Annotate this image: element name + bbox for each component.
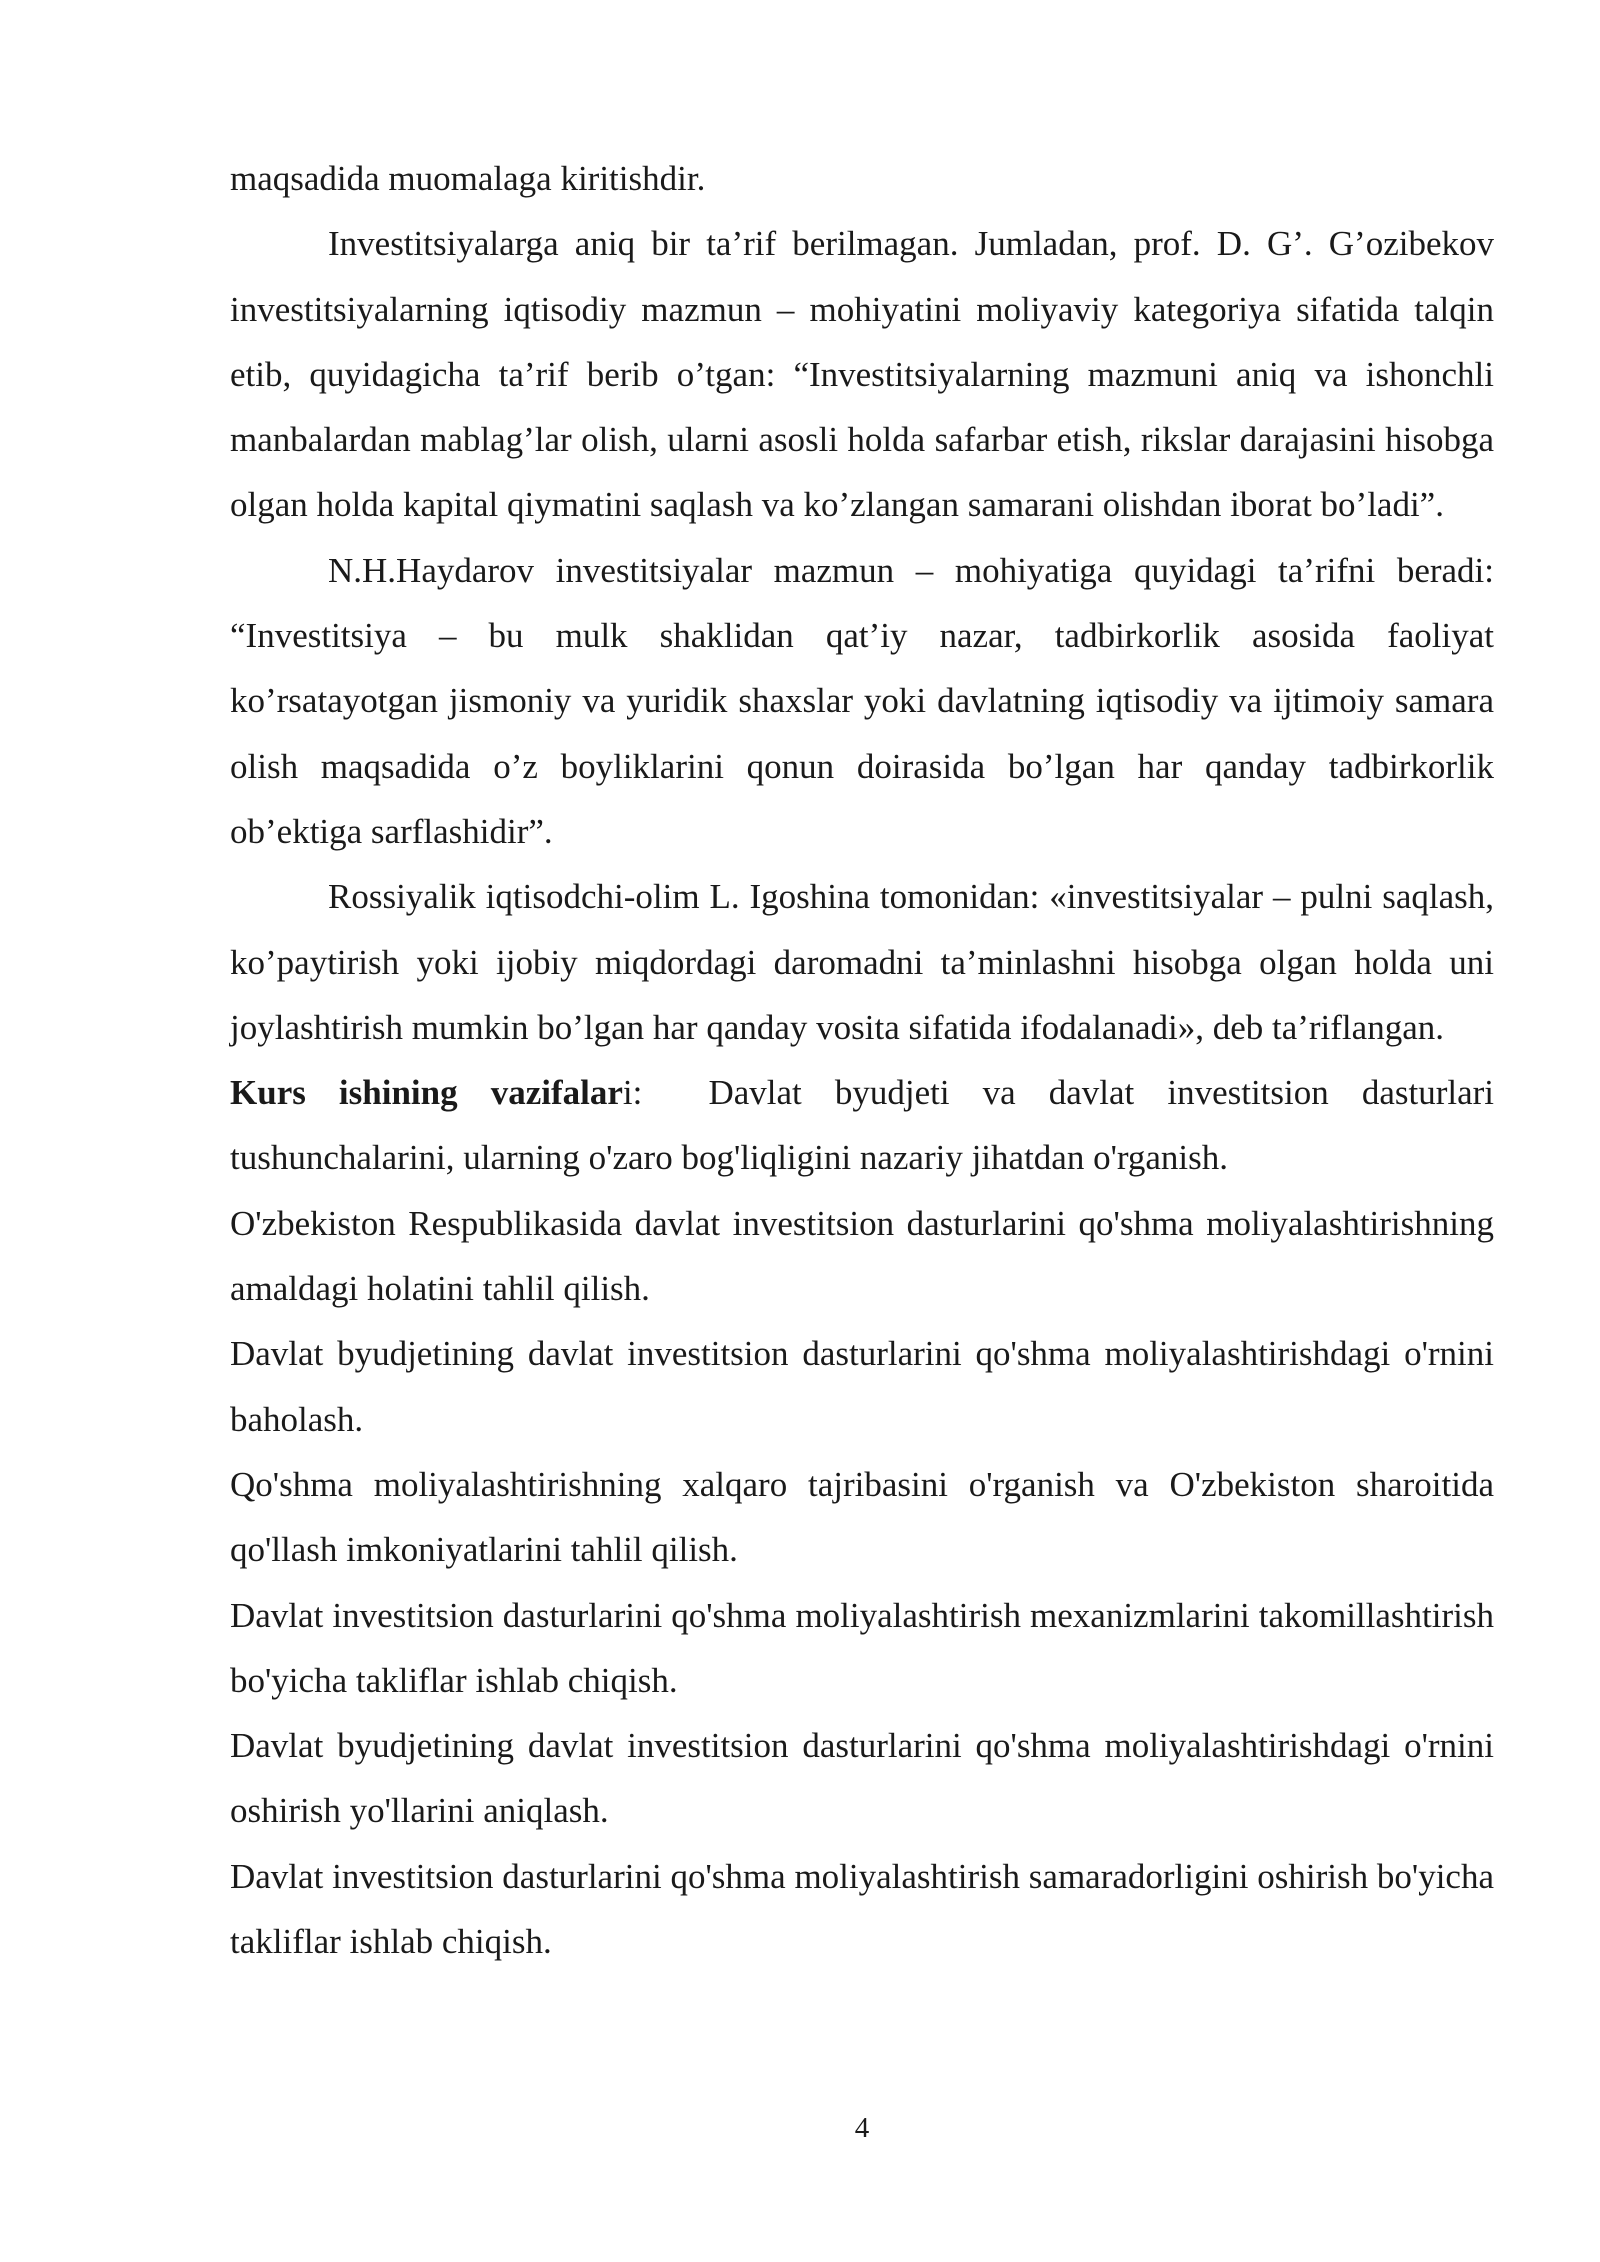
- course-task-item: Davlat investitsion dasturlarini qo'shma moliyalashtirish samaradorligini oshirish bo'yicha takliflar ishlab chiqish.: [230, 1856, 1494, 1962]
- course-task-item: Davlat byudjeti va davlat investitsion dasturlari tushunchalarini, ularning o'zaro bog'liqligini nazariy jihatdan o'rganish.: [230, 1073, 1494, 1178]
- course-task-item: Qo'shma moliyalashtirishning xalqaro tajribasini o'rganish va O'zbekiston sharoitida qo'llash imkoniyatlarini tahlil qilish.: [230, 1464, 1494, 1570]
- paragraph-continuation: maqsadida muomalaga kiritishdir.: [230, 159, 706, 198]
- course-task-item: Davlat byudjetining davlat investitsion dasturlarini qo'shma moliyalashtirishdagi o'rnini oshirish yo'llarini aniqlash.: [230, 1726, 1494, 1831]
- document-page: [230, 146, 1494, 1974]
- paragraph-gozibekov-definition: Investitsiyalarga aniq bir ta’rif berilmagan. Jumladan, prof. D. G’. G’ozibekov investitsiyalarning iqtisodiy mazmun – mohiyatini moliyaviy kategoriya sifatida talqin etib, quyidagicha ta’rif berib o’tgan: “Investitsiyalarning mazmuni aniq va ishonchli manbalardan mablag’lar olish, ularni asosli holda safarbar etish, rikslar darajasini hisobga olgan holda kapital qiymatini saqlash va ko’zlangan samarani olishdan iborat bo’ladi”.: [230, 224, 1494, 525]
- course-task-item: Davlat investitsion dasturlarini qo'shma moliyalashtirish mexanizmlarini takomillashtirish bo'yicha takliflar ishlab chiqish.: [230, 1595, 1494, 1700]
- page-number: 4: [854, 2112, 870, 2144]
- course-tasks-label: Kurs ishining vazifalar: [230, 1073, 623, 1113]
- paragraph-igoshina-definition: Rossiyalik iqtisodchi-olim L. Igoshina tomonidan: «investitsiyalar – pulni saqlash, ko’paytirish yoki ijobiy miqdordagi daromadni ta’minlashni hisobga olgan holda uni joylashtirish mumkin bo’lgan har qanday vosita sifatida ifodalanadi», deb ta’riflangan.: [230, 877, 1494, 1047]
- course-task-item: Davlat byudjetining davlat investitsion dasturlarini qo'shma moliyalashtirishdagi o'rnini baholash.: [230, 1334, 1494, 1439]
- course-tasks-heading-paragraph: [230, 1060, 1494, 1191]
- course-tasks-label-end: i:: [622, 1073, 643, 1113]
- course-task-item: O'zbekiston Respublikasida davlat investitsion dasturlarini qo'shma moliyalashtirishning amaldagi holatini tahlil qilish.: [230, 1203, 1494, 1309]
- paragraph-haydarov-definition: N.H.Haydarov investitsiyalar mazmun – mohiyatiga quyidagi ta’rifni beradi: “Investitsiya – bu mulk shaklidan qat’iy nazar, tadbirkorlik asosida faoliyat ko’rsatayotgan jismoniy va yuridik shaxslar yoki davlatning iqtisodiy va ijtimoiy samara olish maqsadida o’z boyliklarini qonun doirasida bo’lgan har qanday tadbirkorlik ob’ektiga sarflashidir”.: [230, 550, 1494, 851]
